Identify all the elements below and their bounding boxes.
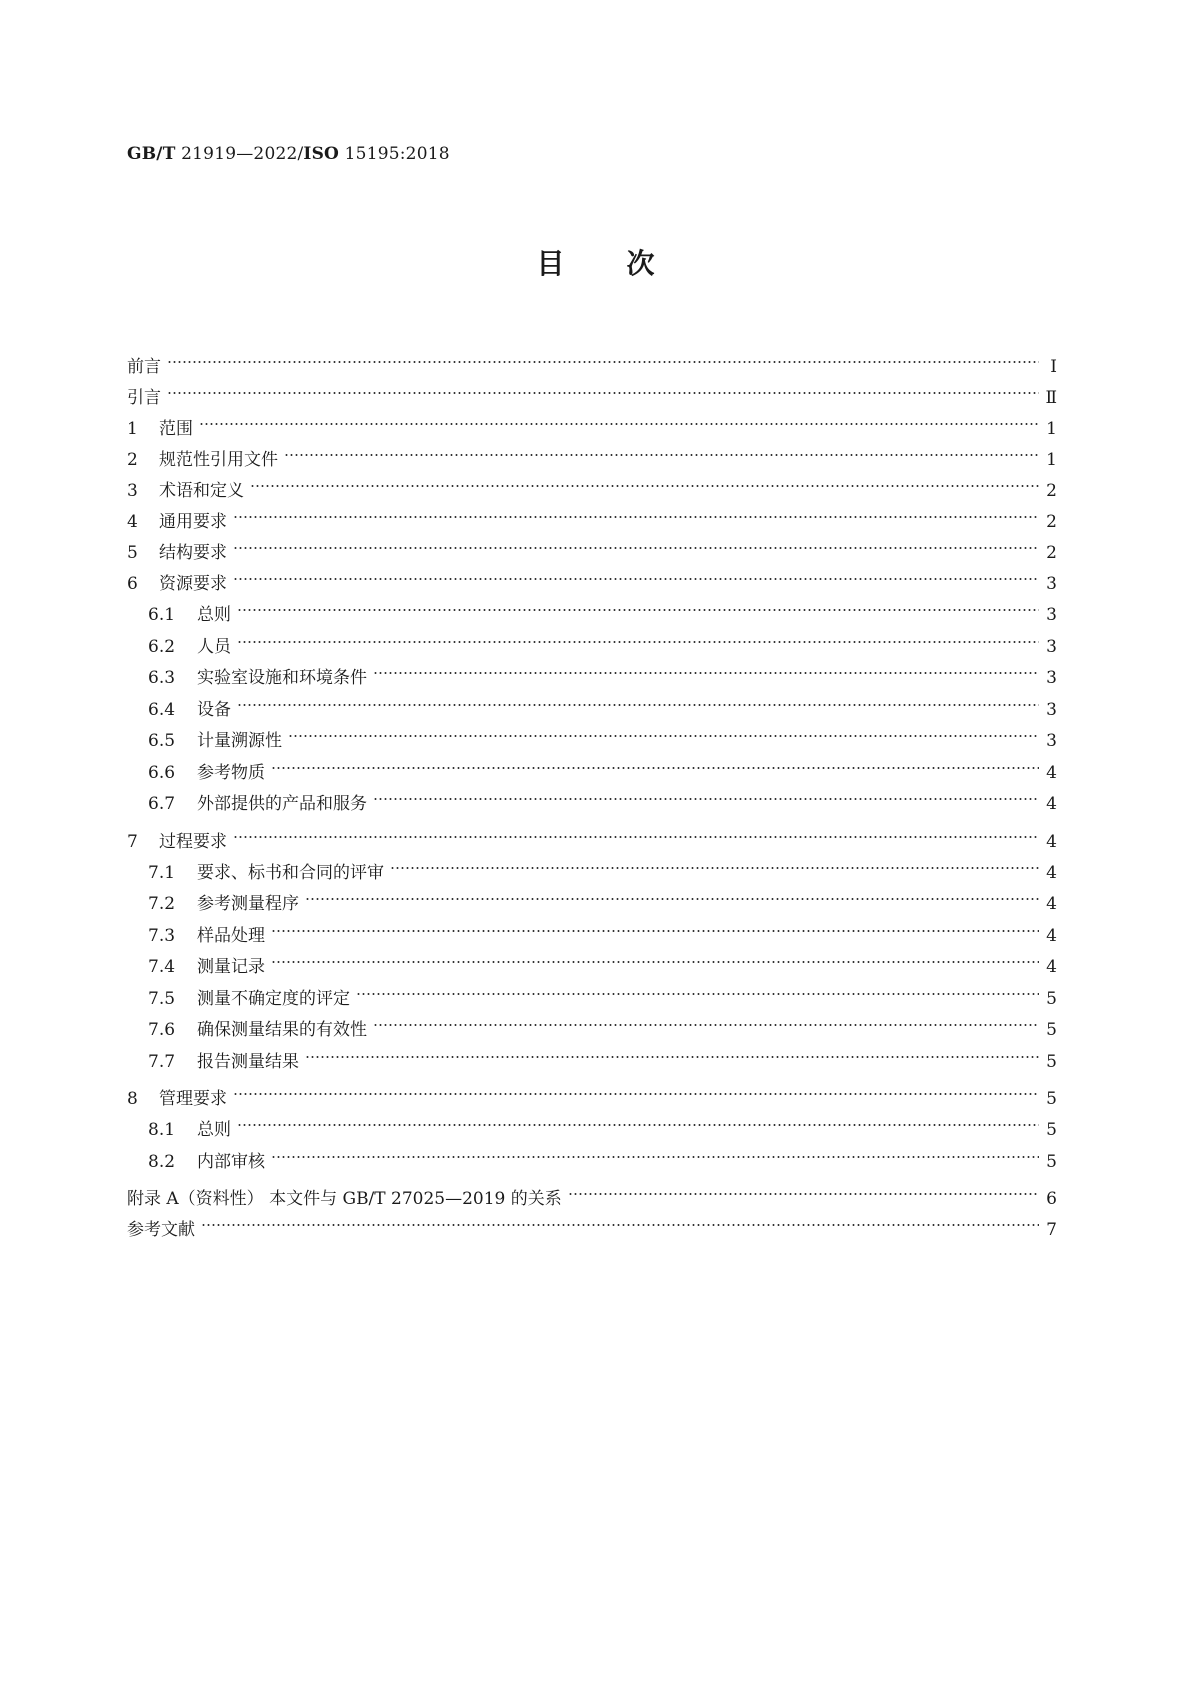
toc-entry-page: 7 (1046, 1220, 1057, 1240)
toc-entry[interactable] (127, 403, 1057, 439)
toc-leader-dots (201, 1204, 1043, 1235)
toc-entry-number: 2 (127, 450, 138, 470)
toc-entry-page: 4 (1046, 925, 1057, 946)
toc-leader-dots (284, 434, 1043, 465)
toc-leader-dots (568, 1173, 1043, 1204)
toc-leader-dots (373, 778, 1043, 809)
toc-entry-title: 参考文献 (127, 1220, 195, 1240)
toc-entry-title: 内部审核 (197, 1151, 265, 1172)
toc-entry-page: 1 (1046, 419, 1057, 439)
code-iso-number: 15195:2018 (339, 144, 450, 164)
toc-entry-page: 5 (1046, 1120, 1057, 1140)
toc-entry-page: 4 (1046, 831, 1057, 852)
toc-entry-title: 样品处理 (197, 925, 265, 946)
toc-leader-dots (305, 878, 1043, 909)
toc-entry[interactable] (127, 652, 1057, 688)
toc-entry-title: 报告测量结果 (197, 1051, 299, 1072)
toc-entry[interactable] (127, 589, 1057, 625)
toc-leader-dots (250, 465, 1043, 496)
toc-entry-title: 测量记录 (197, 957, 265, 977)
toc-entry-title: 术语和定义 (159, 481, 244, 501)
toc-entry-page: 3 (1046, 605, 1057, 625)
toc-leader-dots (373, 652, 1043, 683)
toc-leader-dots (271, 1136, 1043, 1167)
toc-entry[interactable] (127, 1136, 1057, 1172)
toc-entry-number: 3 (127, 481, 138, 501)
toc-entry-title: 资源要求 (159, 574, 227, 594)
toc-entry[interactable] (127, 496, 1057, 532)
toc-entry-title: 设备 (197, 699, 231, 720)
toc-entry-number: 7.2 (148, 894, 176, 914)
toc-leader-dots (237, 589, 1043, 620)
toc-entry-number: 6.6 (148, 762, 176, 783)
toc-leader-dots (237, 1104, 1043, 1135)
toc-entry-page: 3 (1046, 574, 1057, 594)
toc-entry-title: 范围 (159, 419, 193, 439)
toc-entry-number: 7.5 (148, 988, 176, 1009)
toc-leader-dots (356, 973, 1043, 1004)
toc-title: 目次 (536, 247, 717, 280)
toc-entry-page: 4 (1046, 957, 1057, 977)
toc-entry-number: 7.4 (148, 957, 176, 977)
toc-entry-number: 6.1 (148, 605, 176, 625)
toc-entry-title: 实验室设施和环境条件 (197, 668, 367, 688)
toc-entry-number: 7 (127, 831, 138, 852)
toc-entry-number: 7.3 (148, 925, 176, 946)
toc-entry[interactable] (127, 816, 1057, 852)
toc-entry-title: 过程要求 (159, 831, 227, 852)
toc-entry-page: 2 (1046, 543, 1057, 563)
toc-entry-title: 总则 (197, 605, 231, 625)
toc-entry-page: 4 (1046, 794, 1057, 814)
code-iso: ISO (303, 144, 340, 164)
toc-entry[interactable] (127, 1104, 1057, 1140)
toc-entry-page: Ⅰ (1050, 357, 1057, 377)
toc-entry[interactable] (127, 1073, 1057, 1109)
toc-leader-dots (233, 558, 1043, 589)
table-of-contents (127, 341, 1057, 1240)
toc-entry-number: 8.1 (148, 1120, 176, 1140)
toc-entry-page: 3 (1046, 731, 1057, 751)
toc-leader-dots (233, 816, 1043, 847)
toc-entry-number: 8 (127, 1089, 138, 1109)
toc-leader-dots (167, 341, 1043, 372)
toc-entry[interactable] (127, 434, 1057, 470)
toc-entry-number: 6.2 (148, 636, 176, 657)
code-prefix: GB/T (127, 144, 176, 164)
toc-entry[interactable] (127, 372, 1057, 408)
toc-entry-number: 6.3 (148, 668, 176, 688)
toc-entry-title: 确保测量结果的有效性 (197, 1020, 367, 1040)
toc-entry-title: 计量溯源性 (197, 731, 282, 751)
toc-entry-page: 4 (1046, 894, 1057, 914)
toc-entry-page: 3 (1046, 636, 1057, 657)
toc-leader-dots (233, 527, 1043, 558)
toc-leader-dots (233, 496, 1043, 527)
toc-entry-title: 规范性引用文件 (159, 450, 278, 470)
toc-leader-dots (305, 1036, 1043, 1067)
toc-entry[interactable] (127, 558, 1057, 594)
toc-entry-number: 6 (127, 574, 138, 594)
toc-entry-number: 4 (127, 512, 138, 532)
toc-entry-page: 5 (1046, 1151, 1057, 1172)
toc-leader-dots (237, 621, 1043, 652)
toc-entry-page: 5 (1046, 1089, 1057, 1109)
document-code (127, 142, 450, 166)
toc-leader-dots (390, 847, 1043, 878)
toc-entry-page: 3 (1046, 699, 1057, 720)
toc-entry-number: 6.5 (148, 731, 176, 751)
toc-entry-number: 1 (127, 419, 138, 439)
toc-entry-page: 4 (1046, 862, 1057, 883)
toc-entry-number: 5 (127, 543, 138, 563)
toc-entry-number: 8.2 (148, 1151, 176, 1172)
toc-leader-dots (288, 715, 1043, 746)
toc-entry-title: 总则 (197, 1120, 231, 1140)
toc-entry[interactable] (127, 527, 1057, 563)
toc-entry-title: 结构要求 (159, 543, 227, 563)
toc-entry-page: 5 (1046, 1020, 1057, 1040)
code-number: 21919—2022/ (175, 144, 304, 164)
toc-entry-page: 1 (1046, 450, 1057, 470)
toc-entry-page: 4 (1046, 762, 1057, 783)
toc-leader-dots (271, 910, 1043, 941)
toc-entry-number: 7.6 (148, 1020, 176, 1040)
toc-entry-title: 附录 A（资料性） 本文件与 GB/T 27025—2019 的关系 (127, 1189, 562, 1209)
toc-entry-number: 6.4 (148, 699, 176, 720)
toc-leader-dots (237, 684, 1043, 715)
toc-entry[interactable] (127, 715, 1057, 751)
toc-leader-dots (199, 403, 1043, 434)
toc-entry-page: 2 (1046, 512, 1057, 532)
toc-entry[interactable] (127, 1204, 1057, 1240)
toc-leader-dots (233, 1073, 1043, 1104)
toc-entry-page: 2 (1046, 481, 1057, 501)
toc-entry-title: 参考物质 (197, 762, 265, 783)
toc-entry-title: 人员 (197, 636, 231, 657)
toc-entry-page: 6 (1046, 1189, 1057, 1209)
toc-entry-page: 5 (1046, 988, 1057, 1009)
toc-entry-title: 引言 (127, 388, 161, 408)
toc-entry-title: 参考测量程序 (197, 894, 299, 914)
toc-entry-title: 前言 (127, 357, 161, 377)
toc-entry-page: Ⅱ (1045, 388, 1057, 408)
toc-entry[interactable] (127, 847, 1057, 883)
toc-entry-title: 测量不确定度的评定 (197, 988, 350, 1009)
toc-entry-page: 5 (1046, 1051, 1057, 1072)
toc-entry-title: 外部提供的产品和服务 (197, 794, 367, 814)
toc-leader-dots (373, 1004, 1043, 1035)
toc-entry-title: 要求、标书和合同的评审 (197, 862, 384, 883)
toc-entry[interactable] (127, 465, 1057, 501)
toc-entry-number: 7.7 (148, 1051, 176, 1072)
toc-entry[interactable] (127, 341, 1057, 377)
toc-leader-dots (271, 747, 1043, 778)
toc-entry[interactable] (127, 684, 1057, 720)
toc-entry[interactable] (127, 621, 1057, 657)
toc-entry-number: 6.7 (148, 794, 176, 814)
toc-entry-page: 3 (1046, 668, 1057, 688)
toc-entry-title: 管理要求 (159, 1089, 227, 1109)
toc-leader-dots (167, 372, 1043, 403)
toc-entry-number: 7.1 (148, 862, 176, 883)
toc-leader-dots (271, 941, 1043, 972)
toc-entry-title: 通用要求 (159, 512, 227, 532)
